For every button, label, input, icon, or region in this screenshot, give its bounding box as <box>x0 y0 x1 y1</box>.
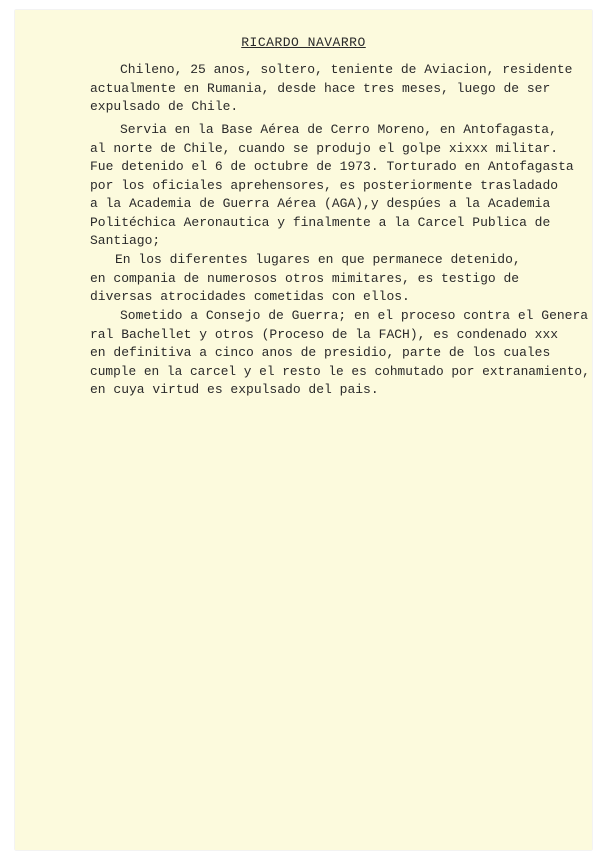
paragraph-1 <box>90 61 590 117</box>
document-title: RICARDO NAVARRO <box>241 35 366 50</box>
text-line: En los diferentes lugares en que permanece detenido, <box>115 252 521 267</box>
text-line: al norte de Chile, cuando se produjo el golpe xixxx militar. <box>90 140 559 156</box>
text-line: diversas atrocidades cometidas con ellos. <box>90 289 410 304</box>
text-line: Politéchica Aeronautica y finalmente a la Carcel Publica de <box>90 214 551 230</box>
document-page <box>15 10 592 850</box>
text-line: en cuya virtud es expulsado del pais. <box>90 382 379 397</box>
text-line: Servia en la Base Aérea de Cerro Moreno, en Antofagasta, <box>120 122 557 137</box>
text-line: expulsado de Chile. <box>90 99 239 114</box>
text-line: ral Bachellet y otros (Proceso de la FACH), es condenado xxx <box>90 326 559 342</box>
text-line: Santiago; <box>90 233 161 248</box>
paragraph-4 <box>90 307 590 400</box>
paragraph-2 <box>90 121 590 251</box>
text-line: a la Academia de Guerra Aérea (AGA),y despúes a la Academia <box>90 196 551 211</box>
text-line: en definitiva a cinco anos de presidio, parte de los cuales <box>90 345 551 360</box>
text-line: Chileno, 25 anos, soltero, teniente de Aviacion, residente <box>120 62 573 77</box>
text-line: actualmente en Rumania, desde hace tres meses, luego de ser <box>90 80 551 96</box>
text-line: por los oficiales aprehensores, es posteriormente trasladado <box>90 177 559 193</box>
text-line: cumple en la carcel y el resto le es cohmutado por extranamiento, <box>90 363 590 379</box>
text-line: Fue detenido el 6 de octubre de 1973. Torturado en Antofagasta <box>90 159 574 174</box>
text-line: Sometido a Consejo de Guerra; en el proceso contra el Genera <box>120 308 589 323</box>
paragraph-3 <box>90 251 590 307</box>
text-line: en compania de numerosos otros mimitares, es testigo de <box>90 270 520 286</box>
